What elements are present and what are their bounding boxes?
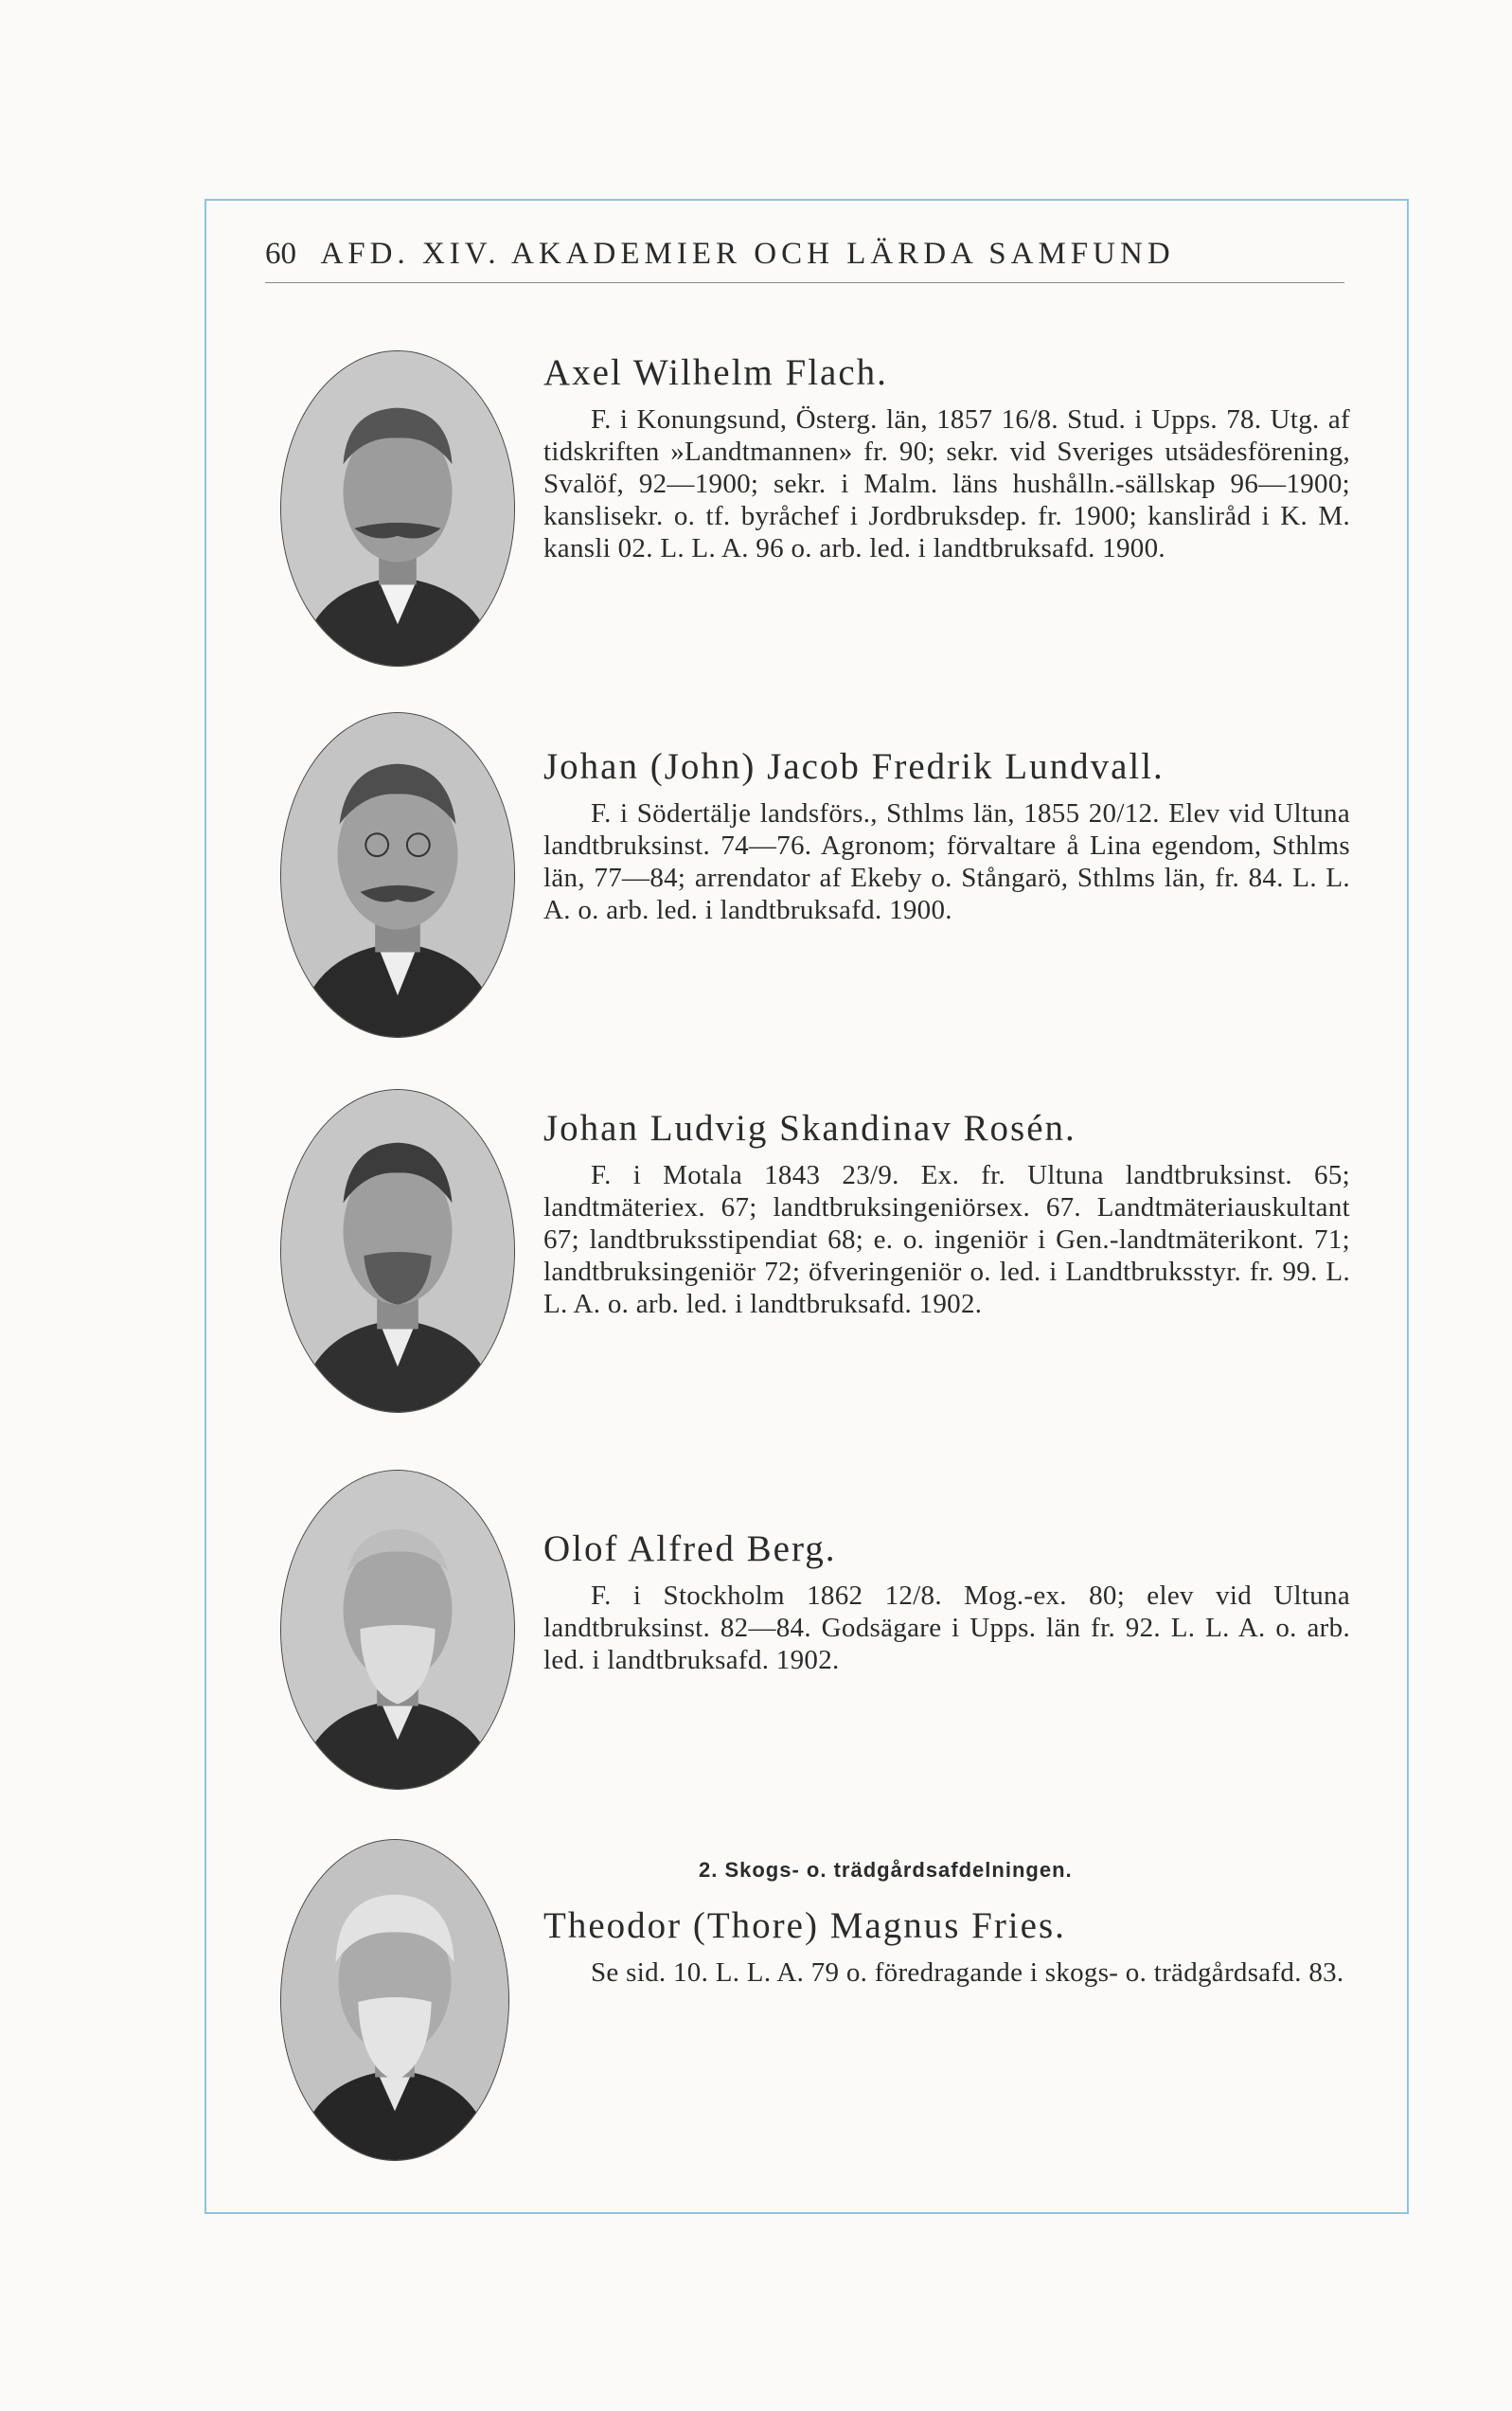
page-number: 60 (265, 237, 296, 271)
portrait-photo (280, 350, 515, 667)
person-name: Theodor (Thore) Magnus Fries. (543, 1905, 1066, 1946)
portrait-photo (280, 1089, 515, 1413)
person-bio: F. i Stockholm 1862 12/8. Mog.-ex. 80; elev vid Ultuna landtbruksinst. 82—84. Godsägare i Upps. län fr. 92. L. L. A. o. arb. led. i landtbruksafd. 1902. (543, 1581, 1350, 1675)
portrait-photo (280, 1839, 509, 2161)
entry-text (543, 1903, 1350, 1989)
person-bio: F. i Konungsund, Österg. län, 1857 16/8. Stud. i Upps. 78. Utg. af tidskriften »Landtmannen» fr. 90; sekr. vid Sveriges utsädesförening, Svalöf, 92—1900; sekr. i Malm. läns hushålln.-sällskap 96—1900; kanslisekr. o. tf. byråchef i Jordbruksdep. fr. 1900; kansliråd i K. M. kansli 02. L. L. A. 96 o. arb. led. i landtbruksafd. 1900. (543, 404, 1350, 563)
running-header (265, 237, 1344, 272)
person-name: Johan (John) Jacob Fredrik Lundvall. (543, 746, 1165, 787)
entry-text (543, 350, 1350, 564)
person-name: Olof Alfred Berg. (543, 1528, 837, 1569)
person-name: Johan Ludvig Skandinav Rosén. (543, 1108, 1076, 1149)
header-rule (265, 282, 1344, 283)
person-bio: F. i Motala 1843 23/9. Ex. fr. Ultuna landtbruksinst. 65; landtmäteriex. 67; landtbruksingeniörsex. 67. Landtmäteriauskultant 67; landtbruksstipendiat 68; e. o. ingeniör i Gen.-landtmäterikont. 71; landtbruksingeniör 72; öfveringeniör o. led. i Landtbruksstyr. fr. 99. L. L. A. o. arb. led. i landtbruksafd. 1902. (543, 1160, 1350, 1319)
person-bio: Se sid. 10. L. L. A. 79 o. föredragande i skogs- o. trädgårdsafd. 83. (591, 1957, 1344, 1988)
portrait-photo (280, 712, 515, 1038)
person-name: Axel Wilhelm Flach. (543, 352, 888, 393)
header-title: AFD. XIV. AKADEMIER OCH LÄRDA SAMFUND (320, 237, 1175, 271)
portrait-photo (280, 1470, 515, 1790)
entry-text (543, 1527, 1350, 1676)
section-heading: 2. Skogs- o. trädgårdsafdelningen. (699, 1858, 1073, 1882)
entry-text (543, 1106, 1350, 1320)
entry-text (543, 744, 1350, 926)
person-bio: F. i Södertälje landsförs., Sthlms län, 1855 20/12. Elev vid Ultuna landtbruksinst. 74—76. Agronom; förvaltare å Lina egendom, Sthlms län, 77—84; arrendator af Ekeby o. Stångarö, Sthlms län, fr. 84. L. L. A. o. arb. led. i landtbruksafd. 1900. (543, 798, 1350, 925)
